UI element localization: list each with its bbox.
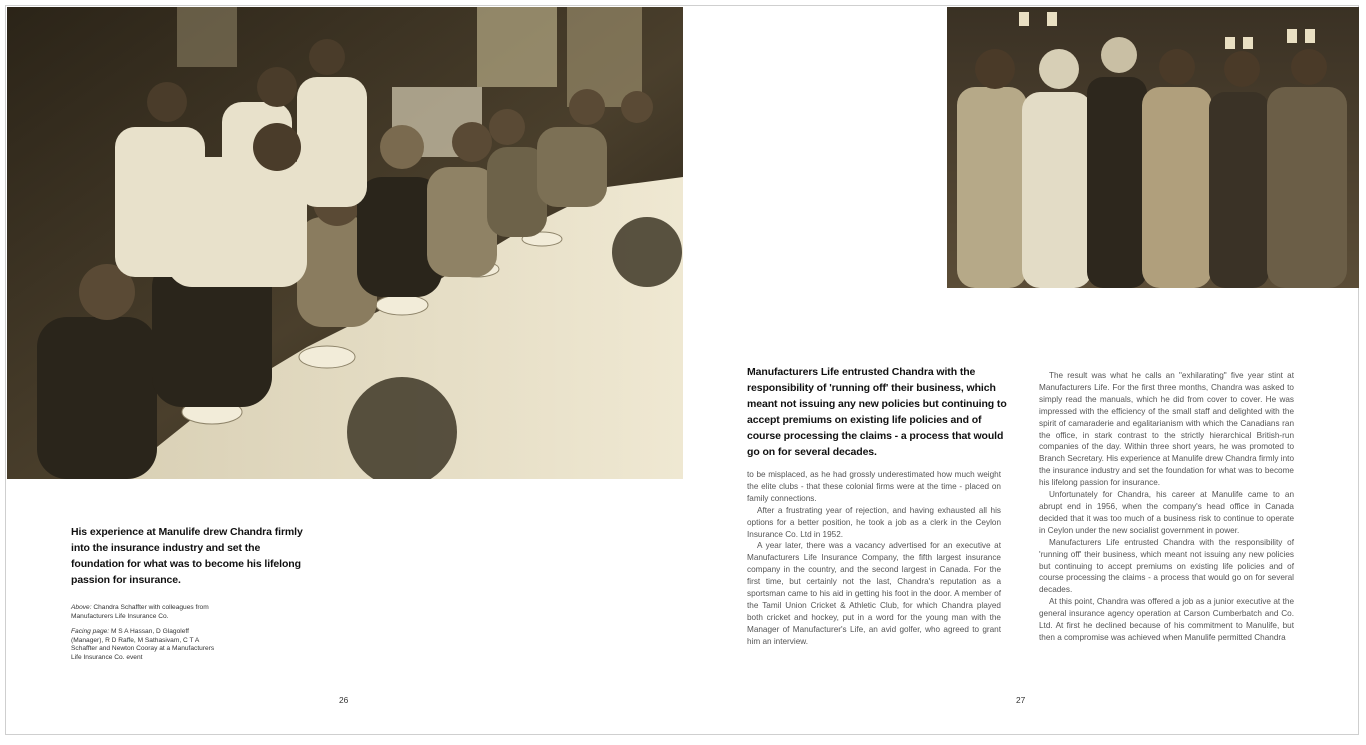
page-number-left: 26 [339,695,349,705]
caption-facing-text: M S A Hassan, D Glagoleff (Manager), R D Raffe, M Sathasivam, C T A Schaffter and Newton Cooray at a Manufacturers Life Insurance Co. event [71,628,215,661]
book-spread [5,5,1359,735]
body-paragraph: Unfortunately for Chandra, his career at Manulife came to an abrupt end in 1956, when the company's head office in Canada decided that it was too much of a business risk to continue to operate in Ceylon under the new socialist government in power. [1039,490,1294,535]
body-paragraph: Manufacturers Life entrusted Chandra with the responsibility of 'running off' their business, which meant not issuing any new policies but continuing to accept premiums on existing life policies and of course processing the claims - a process that would go on for several decades. [1039,537,1294,595]
left-page [6,6,682,734]
photo-caption-above [71,604,221,621]
dinner-photo [7,7,683,479]
body-column-2 [1039,370,1294,644]
body-column-1 [747,469,1001,648]
body-paragraph: to be misplaced, as he had grossly underestimated how much weight the elite clubs - that these colonial firms were at the time - placed on family connections. [747,470,1001,503]
group-photo [947,7,1359,288]
page-number-right: 27 [1016,695,1026,705]
body-paragraph: The result was what he calls an "exhilarating" five year stint at Manufacturers Life. For the first three months, Chandra was asked to simply read the manuals, which he did from cover to cover. He was impressed with the efficiency of the small staff and delighted with the spirit of camaraderie and egalitarianism with which the Canadians ran the office, in stark contrast to the strictly hierarchical British-run companies of the day. Within three short years, he was promoted to Branch Secretary. His experience at Manulife drew Chandra firmly into the insurance industry and set the foundation for what was to become his lifelong passion for insurance. [1039,371,1294,488]
caption-above-label: Above: [71,604,92,611]
caption-facing-label: Facing page: [71,628,110,635]
caption-above-text: Chandra Schaffter with colleagues from Manufacturers Life Insurance Co. [71,604,209,620]
dinner-photo-image [7,7,683,479]
pull-quote-right: Manufacturers Life entrusted Chandra with the responsibility of 'running off' their business, which meant not issuing any new policies but continuing to accept premiums on existing life policies and of course processing the claims - a process that would go on for several decades. [747,366,1007,458]
body-paragraph: A year later, there was a vacancy advertised for an executive at Manufacturers Life Insurance Company, the fifth largest insurance company in the country, and the second largest in Canada. For the first time, but certainly not the last, Chandra's reputation as a sportsman came to his aid in getting his foot in the door. A member of the Tamil Union Cricket & Athletic Club, for which Chandra played both cricket and hockey, put in a word for the young man with the Manager of Manufacturer's Life, an avid golfer, who agreed to grant him an interview. [747,541,1001,646]
photo-caption-facing [71,628,221,662]
body-paragraph: At this point, Chandra was offered a job as a junior executive at the general insurance agency operation at Carson Cumberbatch and Co. Ltd. At first he declined because of his commitment to Manulife, but then a compromise was achieved when Manulife permitted Chandra [1039,597,1294,642]
body-paragraph: After a frustrating year of rejection, and having exhausted all his options for a better position, he took a job as a clerk in the Ceylon Insurance Co. Ltd in 1952. [747,505,1001,539]
group-photo-image [947,7,1359,288]
pull-quote-left: His experience at Manulife drew Chandra firmly into the insurance industry and set the foundation for what was to become his lifelong passion for insurance. [71,526,303,586]
